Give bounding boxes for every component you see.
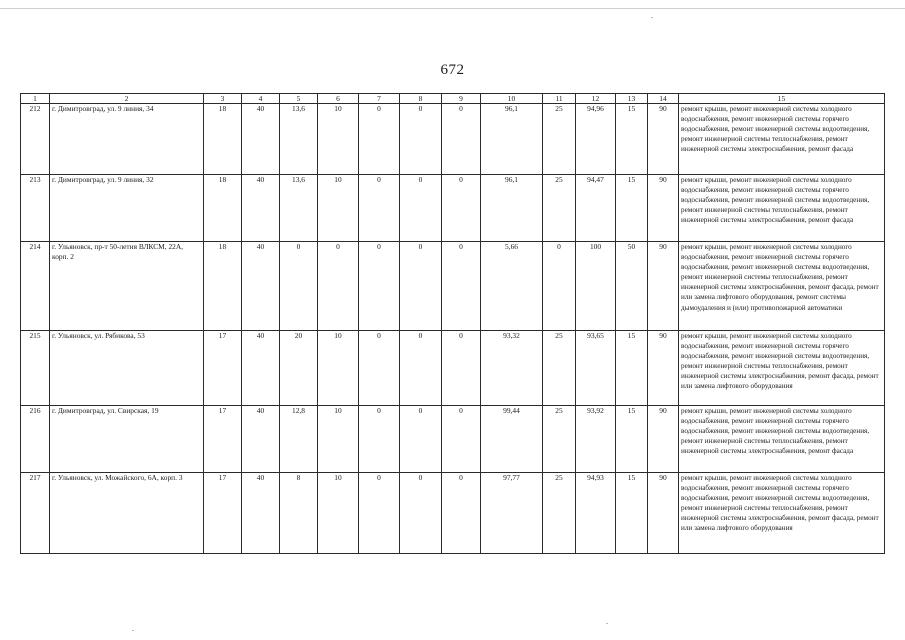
value-cell: 94,47 [576, 175, 616, 242]
column-header: 2 [50, 94, 204, 104]
value-cell: 93,92 [576, 406, 616, 473]
column-header: 11 [543, 94, 576, 104]
value-cell: 96,1 [481, 175, 543, 242]
value-cell: 10 [318, 175, 359, 242]
value-cell: 93,32 [481, 331, 543, 406]
value-cell: 18 [204, 175, 242, 242]
column-header: 9 [442, 94, 481, 104]
header-row [21, 94, 885, 104]
value-cell: 50 [616, 242, 648, 331]
value-cell: 0 [359, 104, 400, 175]
value-cell: 93,65 [576, 331, 616, 406]
row-number: 215 [21, 331, 50, 406]
page-number: 672 [440, 62, 465, 78]
works-cell: ремонт крыши, ремонт инженерной системы холодного водоснабжения, ремонт инженерной системы горячего водоснабжения, ремонт инженерной системы водоотведения, ремонт инженерной системы теплоснабжения, ремонт инженерной системы электроснабжения, ремонт фасада [679, 104, 885, 175]
value-cell: 0 [359, 331, 400, 406]
value-cell: 15 [616, 406, 648, 473]
table-row [21, 175, 885, 242]
value-cell: 40 [242, 473, 280, 554]
table-row [21, 242, 885, 331]
row-number: 217 [21, 473, 50, 554]
address-cell: г. Ульяновск, ул. Можайского, 6А, корп. 3 [50, 473, 204, 554]
value-cell: 90 [648, 242, 679, 331]
value-cell: 25 [543, 331, 576, 406]
scan-top-edge [0, 8, 905, 9]
works-cell: ремонт крыши, ремонт инженерной системы холодного водоснабжения, ремонт инженерной системы горячего водоснабжения, ремонт инженерной системы водоотведения, ремонт инженерной системы теплоснабжения, ремонт инженерной системы электроснабжения, ремонт фасада [679, 175, 885, 242]
column-header: 15 [679, 94, 885, 104]
column-header: 7 [359, 94, 400, 104]
works-cell: ремонт крыши, ремонт инженерной системы холодного водоснабжения, ремонт инженерной системы горячего водоснабжения, ремонт инженерной системы водоотведения, ремонт инженерной системы теплоснабжения, ремонт инженерной системы электроснабжения, ремонт фасада [679, 406, 885, 473]
value-cell: 0 [280, 242, 318, 331]
value-cell: 0 [442, 406, 481, 473]
row-number: 213 [21, 175, 50, 242]
value-cell: 90 [648, 175, 679, 242]
value-cell: 20 [280, 331, 318, 406]
table-row [21, 473, 885, 554]
address-cell: г. Димитровград, ул. Свирская, 19 [50, 406, 204, 473]
value-cell: 100 [576, 242, 616, 331]
row-number: 212 [21, 104, 50, 175]
value-cell: 0 [400, 331, 442, 406]
value-cell: 0 [400, 406, 442, 473]
table-row [21, 406, 885, 473]
value-cell: 0 [442, 104, 481, 175]
value-cell: 15 [616, 175, 648, 242]
value-cell: 25 [543, 473, 576, 554]
value-cell: 25 [543, 406, 576, 473]
value-cell: 17 [204, 406, 242, 473]
value-cell: 94,93 [576, 473, 616, 554]
scan-speck [132, 630, 134, 631]
registry-table [20, 93, 885, 554]
value-cell: 0 [400, 175, 442, 242]
column-header: 10 [481, 94, 543, 104]
column-header: 4 [242, 94, 280, 104]
row-number: 216 [21, 406, 50, 473]
value-cell: 90 [648, 406, 679, 473]
table-row [21, 331, 885, 406]
value-cell: 8 [280, 473, 318, 554]
value-cell: 40 [242, 175, 280, 242]
works-cell: ремонт крыши, ремонт инженерной системы холодного водоснабжения, ремонт инженерной системы горячего водоснабжения, ремонт инженерной системы водоотведения, ремонт инженерной системы теплоснабжения, ремонт инженерной системы электроснабжения, ремонт фасада, ремонт или замена лифтового оборудования [679, 331, 885, 406]
value-cell: 0 [442, 331, 481, 406]
table-row [21, 104, 885, 175]
address-cell: г. Димитровград, ул. 9 линия, 34 [50, 104, 204, 175]
value-cell: 0 [359, 473, 400, 554]
value-cell: 40 [242, 406, 280, 473]
value-cell: 0 [359, 175, 400, 242]
value-cell: 13,6 [280, 175, 318, 242]
address-cell: г. Ульяновск, ул. Рябикова, 53 [50, 331, 204, 406]
scan-speck [651, 17, 653, 18]
value-cell: 10 [318, 406, 359, 473]
value-cell: 0 [318, 242, 359, 331]
value-cell: 0 [359, 242, 400, 331]
value-cell: 0 [442, 175, 481, 242]
value-cell: 90 [648, 104, 679, 175]
value-cell: 17 [204, 473, 242, 554]
column-header: 1 [21, 94, 50, 104]
value-cell: 18 [204, 104, 242, 175]
address-cell: г. Ульяновск, пр-т 50-летия ВЛКСМ, 22А, корп. 2 [50, 242, 204, 331]
value-cell: 40 [242, 331, 280, 406]
works-cell: ремонт крыши, ремонт инженерной системы холодного водоснабжения, ремонт инженерной системы горячего водоснабжения, ремонт инженерной системы водоотведения, ремонт инженерной системы теплоснабжения, ремонт инженерной системы электроснабжения, ремонт фасада, ремонт или замена лифтового оборудования [679, 473, 885, 554]
value-cell: 0 [442, 473, 481, 554]
value-cell: 17 [204, 331, 242, 406]
value-cell: 0 [400, 473, 442, 554]
row-number: 214 [21, 242, 50, 331]
value-cell: 0 [442, 242, 481, 331]
value-cell: 12,8 [280, 406, 318, 473]
value-cell: 5,66 [481, 242, 543, 331]
column-header: 14 [648, 94, 679, 104]
column-header: 3 [204, 94, 242, 104]
value-cell: 0 [543, 242, 576, 331]
value-cell: 10 [318, 473, 359, 554]
column-header: 13 [616, 94, 648, 104]
value-cell: 10 [318, 104, 359, 175]
value-cell: 10 [318, 331, 359, 406]
column-header: 6 [318, 94, 359, 104]
value-cell: 0 [359, 406, 400, 473]
value-cell: 90 [648, 331, 679, 406]
value-cell: 15 [616, 473, 648, 554]
value-cell: 13,6 [280, 104, 318, 175]
address-cell: г. Димитровград, ул. 9 линия, 32 [50, 175, 204, 242]
value-cell: 96,1 [481, 104, 543, 175]
column-header: 5 [280, 94, 318, 104]
column-header: 8 [400, 94, 442, 104]
value-cell: 15 [616, 331, 648, 406]
value-cell: 0 [400, 242, 442, 331]
value-cell: 90 [648, 473, 679, 554]
value-cell: 15 [616, 104, 648, 175]
value-cell: 99,44 [481, 406, 543, 473]
value-cell: 18 [204, 242, 242, 331]
value-cell: 94,96 [576, 104, 616, 175]
works-cell: ремонт крыши, ремонт инженерной системы холодного водоснабжения, ремонт инженерной системы горячего водоснабжения, ремонт инженерной системы водоотведения, ремонт инженерной системы теплоснабжения, ремонт инженерной системы электроснабжения, ремонт фасада, ремонт или замена лифтового оборудования, ремонт системы дымоудаления и (или) противопожарной автоматики [679, 242, 885, 331]
value-cell: 40 [242, 104, 280, 175]
value-cell: 40 [242, 242, 280, 331]
value-cell: 25 [543, 104, 576, 175]
value-cell: 97,77 [481, 473, 543, 554]
value-cell: 0 [400, 104, 442, 175]
value-cell: 25 [543, 175, 576, 242]
scan-speck [606, 623, 608, 624]
column-header: 12 [576, 94, 616, 104]
